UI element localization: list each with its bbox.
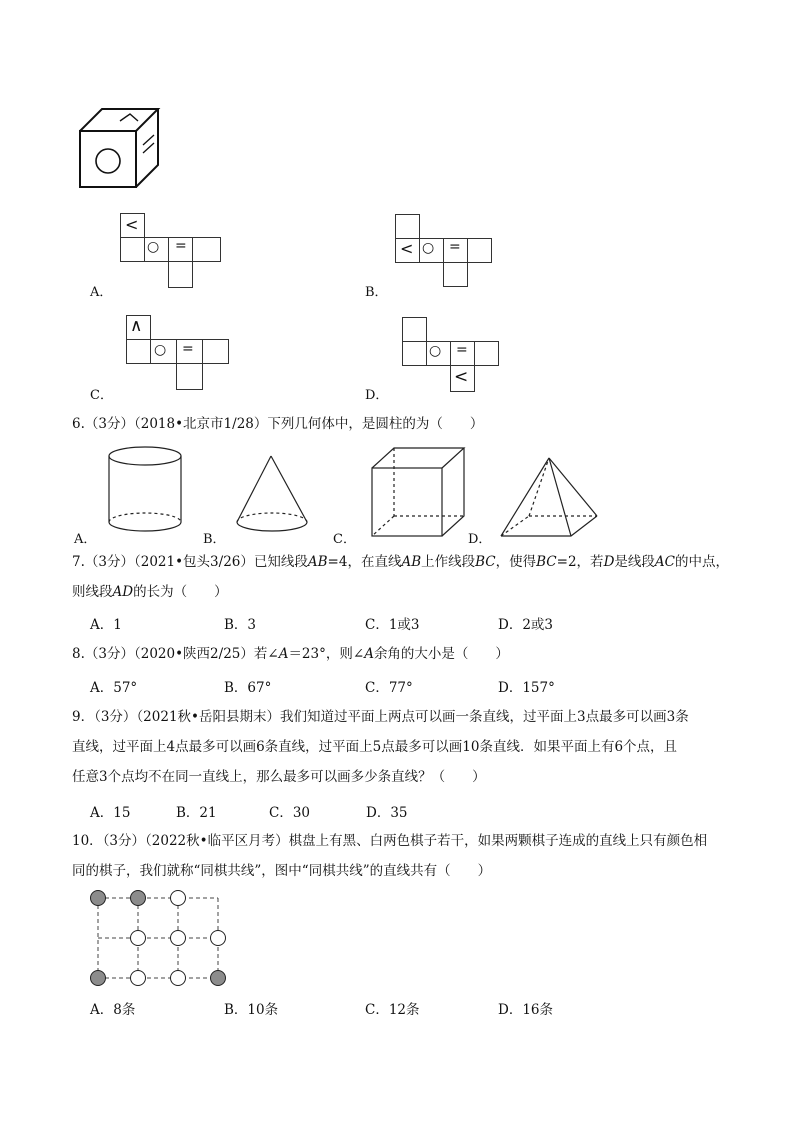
q6-option-c: C． (333, 532, 356, 547)
q8-option-b: B．67° (224, 680, 272, 696)
q10-option-a: A．8条 (90, 1002, 136, 1018)
q9-option-c: C．30 (269, 805, 311, 821)
q7-option-c: C．1或3 (365, 617, 420, 633)
q9-number: 9． (72, 709, 95, 725)
q7-var: AB (307, 554, 328, 570)
q6-text: 下列几何体中，是圆柱的为（ ） (267, 416, 484, 432)
black-piece (131, 891, 146, 906)
q7-option-a: A．1 (90, 617, 122, 633)
q10-text: 同的棋子，我们就称“同棋共线”，图中“同棋共线”的直线共有（ ） (72, 863, 492, 879)
pyramid-figure (499, 456, 601, 540)
net-d-glyph-bottom: < (454, 367, 469, 387)
white-piece (211, 931, 226, 946)
q8-text: 余角的大小是（ ） (373, 646, 509, 662)
q10-points: （3分） (102, 833, 146, 849)
net-b-glyph-left: < (400, 239, 414, 258)
net-a-glyph-circle: ○ (147, 239, 160, 255)
net-c-glyph-top: ∧ (130, 316, 143, 336)
black-piece (91, 891, 106, 906)
q8-option-c: C．77° (365, 680, 413, 696)
q6-option-b: B． (203, 532, 226, 547)
net-a-glyph-top: < (125, 215, 139, 234)
q6-source: （2018•北京市1/28） (133, 416, 268, 432)
question-9 (72, 702, 732, 792)
net-a-label: A． (90, 285, 113, 300)
q8-var: A (278, 646, 289, 662)
q8-points: （3分） (84, 646, 134, 662)
white-piece (131, 971, 146, 986)
q9-text: 我们知道过平面上两点可以画一条直线，过平面上3点最多可以画3条 (280, 709, 689, 725)
net-d-label: D． (365, 388, 389, 403)
q10-option-b: B．10条 (224, 1002, 279, 1018)
white-piece (131, 931, 146, 946)
chess-board-figure (90, 890, 230, 986)
q7-points: （3分） (84, 554, 134, 570)
q8-text: ＝23°，则∠ (288, 646, 365, 662)
net-d-glyph-eq: = (456, 342, 468, 358)
q9-points: （3分） (94, 709, 137, 725)
white-piece (171, 931, 186, 946)
q6-option-a: A． (74, 532, 97, 547)
cube-solid-figure (370, 446, 466, 538)
q7-text: 则线段 (72, 584, 113, 600)
q8-source: （2020•陕西2/25） (133, 646, 254, 662)
q10-option-d: D．16条 (498, 1002, 554, 1018)
q6-option-d: D． (468, 532, 492, 547)
q7-text: 是线段 (614, 554, 655, 570)
q7-var: AD (112, 584, 134, 600)
q7-source: （2021•包头3/26） (133, 554, 254, 570)
q10-number: 10． (72, 833, 103, 849)
q7-text: =2，若 (556, 554, 604, 570)
question-7 (72, 547, 732, 607)
cube-figure (78, 107, 168, 189)
q7-var: D (603, 554, 615, 570)
net-a-glyph-eq: = (175, 238, 187, 254)
q7-text: 上作线段 (421, 554, 476, 570)
q7-var: BC (536, 554, 557, 570)
q10-source: （2022秋•临平区月考） (145, 833, 289, 849)
q9-option-d: D．35 (366, 805, 408, 821)
q8-option-d: D．157° (498, 680, 555, 696)
q7-text: =4，在直线 (327, 554, 402, 570)
cylinder-figure (107, 446, 185, 534)
q8-number: 8. (72, 646, 85, 662)
net-b-glyph-circle: ○ (422, 240, 435, 256)
question-8 (72, 639, 732, 669)
q10-option-c: C．12条 (365, 1002, 420, 1018)
net-c-glyph-circle: ○ (154, 342, 167, 358)
white-piece (171, 971, 186, 986)
q7-text: 的中点， (674, 554, 729, 570)
q7-text: 的长为（ ） (133, 584, 228, 600)
q9-text: 直线，过平面上4点最多可以画6条直线，过平面上5点最多可以画10条直线．如果平面上有6个点，且 (72, 739, 678, 755)
q10-text: 棋盘上有黑、白两色棋子若干，如果两颗棋子连成的直线上只有颜色相 (288, 833, 708, 849)
q7-number: 7. (72, 554, 85, 570)
q7-text: ，使得 (495, 554, 537, 570)
q6-points: （3分） (84, 416, 134, 432)
net-d-glyph-circle: ○ (429, 343, 442, 359)
q7-text: 已知线段 (253, 554, 308, 570)
q9-option-b: B．21 (176, 805, 217, 821)
q9-source: （2021秋•岳阳县期末） (136, 709, 281, 725)
q7-var: BC (475, 554, 496, 570)
q8-option-a: A．57° (90, 680, 138, 696)
q7-var: AC (654, 554, 675, 570)
cone-figure (235, 454, 311, 536)
net-b-label: B． (365, 285, 388, 300)
white-piece (171, 891, 186, 906)
q9-text: 任意3个点均不在同一直线上，那么最多可以画多少条直线？（ ） (72, 769, 486, 785)
net-option-d (402, 317, 500, 393)
q6-number: 6. (72, 416, 85, 432)
q8-text: 若∠ (253, 646, 279, 662)
net-b-glyph-eq: = (449, 239, 461, 255)
black-piece (211, 971, 226, 986)
net-c-label: C． (90, 388, 113, 403)
q7-option-d: D．2或3 (498, 617, 554, 633)
net-c-glyph-eq: = (182, 341, 194, 357)
question-6 (72, 409, 732, 439)
question-10 (72, 826, 732, 886)
q7-option-b: B．3 (224, 617, 257, 633)
black-piece (91, 971, 106, 986)
q9-option-a: A．15 (90, 805, 131, 821)
q7-var: AB (401, 554, 422, 570)
q8-var: A (364, 646, 374, 662)
